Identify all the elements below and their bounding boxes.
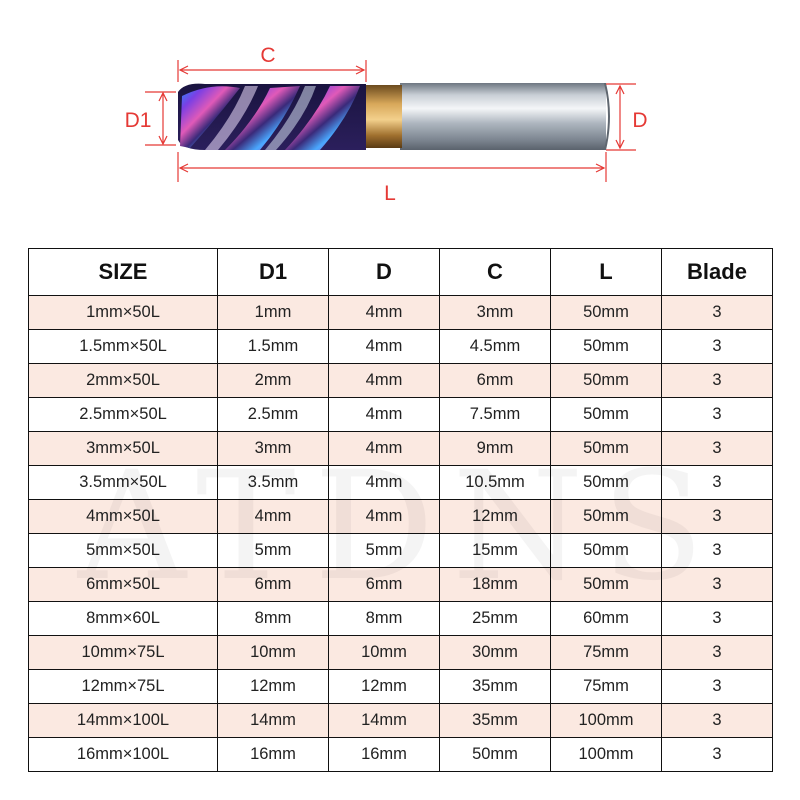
cell-l: 50mm	[551, 568, 662, 602]
cell-c: 25mm	[440, 602, 551, 636]
cell-c: 3mm	[440, 296, 551, 330]
cell-blade: 3	[662, 738, 773, 772]
cell-l: 75mm	[551, 636, 662, 670]
cell-blade: 3	[662, 432, 773, 466]
table-row	[29, 704, 773, 738]
table-row	[29, 364, 773, 398]
column-header-size: SIZE	[29, 249, 218, 296]
cell-blade: 3	[662, 398, 773, 432]
cell-d1: 6mm	[218, 568, 329, 602]
cell-blade: 3	[662, 466, 773, 500]
cell-blade: 3	[662, 704, 773, 738]
cell-c: 35mm	[440, 670, 551, 704]
cell-l: 50mm	[551, 364, 662, 398]
cell-d1: 3mm	[218, 432, 329, 466]
cell-size: 2mm×50L	[29, 364, 218, 398]
cell-size: 14mm×100L	[29, 704, 218, 738]
cell-d: 4mm	[329, 432, 440, 466]
cell-d1: 10mm	[218, 636, 329, 670]
cell-blade: 3	[662, 364, 773, 398]
cell-size: 4mm×50L	[29, 500, 218, 534]
cell-c: 6mm	[440, 364, 551, 398]
cell-blade: 3	[662, 602, 773, 636]
cell-d1: 2.5mm	[218, 398, 329, 432]
cell-d: 4mm	[329, 500, 440, 534]
column-header-d1: D1	[218, 249, 329, 296]
cell-d: 5mm	[329, 534, 440, 568]
cell-size: 6mm×50L	[29, 568, 218, 602]
cell-d1: 1mm	[218, 296, 329, 330]
end-mill-diagram	[0, 0, 800, 230]
table-row	[29, 568, 773, 602]
label-d1: D1	[124, 109, 152, 132]
cell-c: 35mm	[440, 704, 551, 738]
cell-l: 75mm	[551, 670, 662, 704]
table-row	[29, 330, 773, 364]
cell-d: 6mm	[329, 568, 440, 602]
tool-neck	[366, 85, 402, 148]
cell-c: 12mm	[440, 500, 551, 534]
cell-size: 16mm×100L	[29, 738, 218, 772]
table-row	[29, 636, 773, 670]
cell-d1: 16mm	[218, 738, 329, 772]
cell-c: 50mm	[440, 738, 551, 772]
cell-c: 4.5mm	[440, 330, 551, 364]
table-row	[29, 432, 773, 466]
cell-l: 50mm	[551, 500, 662, 534]
table-row	[29, 296, 773, 330]
cell-d1: 5mm	[218, 534, 329, 568]
cell-d1: 8mm	[218, 602, 329, 636]
column-header-d: D	[329, 249, 440, 296]
cell-blade: 3	[662, 296, 773, 330]
table-row	[29, 500, 773, 534]
cell-d1: 14mm	[218, 704, 329, 738]
cell-blade: 3	[662, 534, 773, 568]
cell-d: 4mm	[329, 330, 440, 364]
column-header-c: C	[440, 249, 551, 296]
label-c: C	[260, 44, 276, 67]
cell-c: 10.5mm	[440, 466, 551, 500]
cell-blade: 3	[662, 500, 773, 534]
cell-d: 4mm	[329, 398, 440, 432]
cell-size: 10mm×75L	[29, 636, 218, 670]
cell-d: 12mm	[329, 670, 440, 704]
table-header-row	[29, 249, 773, 296]
cell-size: 3.5mm×50L	[29, 466, 218, 500]
column-header-blade: Blade	[662, 249, 773, 296]
cell-d1: 3.5mm	[218, 466, 329, 500]
label-l: L	[384, 182, 396, 205]
cell-l: 100mm	[551, 738, 662, 772]
dimension-l	[178, 152, 606, 182]
cell-blade: 3	[662, 670, 773, 704]
cell-size: 2.5mm×50L	[29, 398, 218, 432]
cell-l: 50mm	[551, 296, 662, 330]
table-row	[29, 534, 773, 568]
cell-c: 30mm	[440, 636, 551, 670]
cell-size: 1.5mm×50L	[29, 330, 218, 364]
cell-d: 14mm	[329, 704, 440, 738]
cell-c: 9mm	[440, 432, 551, 466]
table-row	[29, 398, 773, 432]
cell-d1: 12mm	[218, 670, 329, 704]
table-row	[29, 670, 773, 704]
cell-l: 50mm	[551, 330, 662, 364]
cell-d: 4mm	[329, 364, 440, 398]
size-spec-table	[28, 248, 773, 772]
column-header-l: L	[551, 249, 662, 296]
cell-l: 60mm	[551, 602, 662, 636]
cell-size: 3mm×50L	[29, 432, 218, 466]
cell-d: 4mm	[329, 466, 440, 500]
cell-d1: 1.5mm	[218, 330, 329, 364]
cell-d: 16mm	[329, 738, 440, 772]
table-row	[29, 738, 773, 772]
cell-blade: 3	[662, 636, 773, 670]
table-body	[29, 296, 773, 772]
cell-d: 10mm	[329, 636, 440, 670]
cutting-flutes	[178, 84, 366, 150]
cell-c: 15mm	[440, 534, 551, 568]
cell-size: 1mm×50L	[29, 296, 218, 330]
cell-blade: 3	[662, 330, 773, 364]
cell-size: 5mm×50L	[29, 534, 218, 568]
cell-d1: 4mm	[218, 500, 329, 534]
cell-d: 4mm	[329, 296, 440, 330]
shank	[400, 83, 610, 150]
cell-c: 18mm	[440, 568, 551, 602]
cell-size: 8mm×60L	[29, 602, 218, 636]
cell-l: 100mm	[551, 704, 662, 738]
cell-d1: 2mm	[218, 364, 329, 398]
cell-blade: 3	[662, 568, 773, 602]
cell-c: 7.5mm	[440, 398, 551, 432]
cell-size: 12mm×75L	[29, 670, 218, 704]
end-mill-drawing	[0, 0, 800, 230]
cell-d: 8mm	[329, 602, 440, 636]
label-d: D	[632, 109, 648, 132]
cell-l: 50mm	[551, 398, 662, 432]
table-row	[29, 466, 773, 500]
table-row	[29, 602, 773, 636]
cell-l: 50mm	[551, 466, 662, 500]
cell-l: 50mm	[551, 432, 662, 466]
cell-l: 50mm	[551, 534, 662, 568]
